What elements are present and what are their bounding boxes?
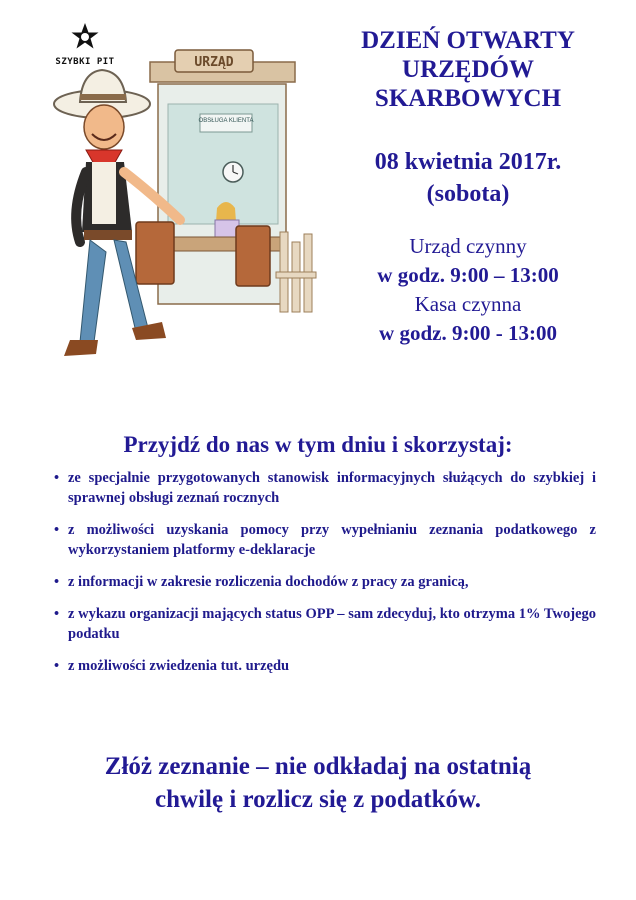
office-time: w godz. 9:00 – 13:00: [377, 263, 559, 287]
brand-logo: [50, 22, 120, 67]
list-item: • z możliwości uzyskania pomocy przy wypełnianiu zeznania podatkowego z wykorzystaniem platformy e-deklaracje: [54, 522, 596, 558]
sheriff-star-icon: [70, 22, 100, 52]
bullet: •: [54, 606, 60, 622]
footer-line-2: chwilę i rozlicz się z podatków.: [155, 786, 481, 813]
office-label: Urząd czynny: [409, 234, 527, 258]
cash-time: w godz. 9:00 - 13:00: [379, 321, 557, 345]
closing-message: [0, 750, 636, 816]
section-heading: Przyjdź do nas w tym dniu i skorzystaj:: [123, 432, 513, 457]
title-line-1: DZIEŃ OTWARTY: [361, 27, 575, 54]
opening-hours: [318, 232, 618, 348]
window-label: OBSŁUGA KLIENTA: [198, 118, 254, 124]
date-line: 08 kwietnia 2017r.: [374, 149, 562, 175]
list-item: • z możliwości zwiedzenia tut. urzędu: [54, 658, 290, 674]
sign-text: URZĄD: [194, 55, 234, 70]
bullet: •: [54, 574, 60, 590]
cowboy-office-illustration: [40, 22, 320, 372]
list-item: • z informacji w zakresie rozliczenia dochodów z pracy za granicą,: [54, 574, 469, 590]
footer-line-1: Złóż zeznanie – nie odkładaj na ostatnią: [104, 753, 532, 780]
list-item: • z wykazu organizacji mających status OPP – sam zdecyduj, kto otrzyma 1% Twojego podatku: [54, 606, 596, 642]
office-building: [136, 62, 316, 312]
bullet: •: [54, 658, 60, 674]
list-item: • ze specjalnie przygotowanych stanowisk informacyjnych służących do szybkiej i sprawnej obsługi zeznań rocznych: [54, 470, 596, 506]
cash-label: Kasa czynna: [414, 292, 522, 316]
bullet: •: [54, 522, 60, 538]
title-line-2: URZĘDÓW: [402, 56, 534, 83]
logo-text: SZYBKI PIT: [55, 57, 115, 67]
title-line-3: SKARBOWYCH: [374, 85, 562, 112]
event-date: [318, 146, 618, 210]
benefits-list: [54, 468, 596, 688]
page-title: [318, 26, 618, 113]
weekday-line: (sobota): [426, 181, 510, 207]
office-sign: [175, 50, 253, 72]
bullet: •: [54, 470, 60, 486]
